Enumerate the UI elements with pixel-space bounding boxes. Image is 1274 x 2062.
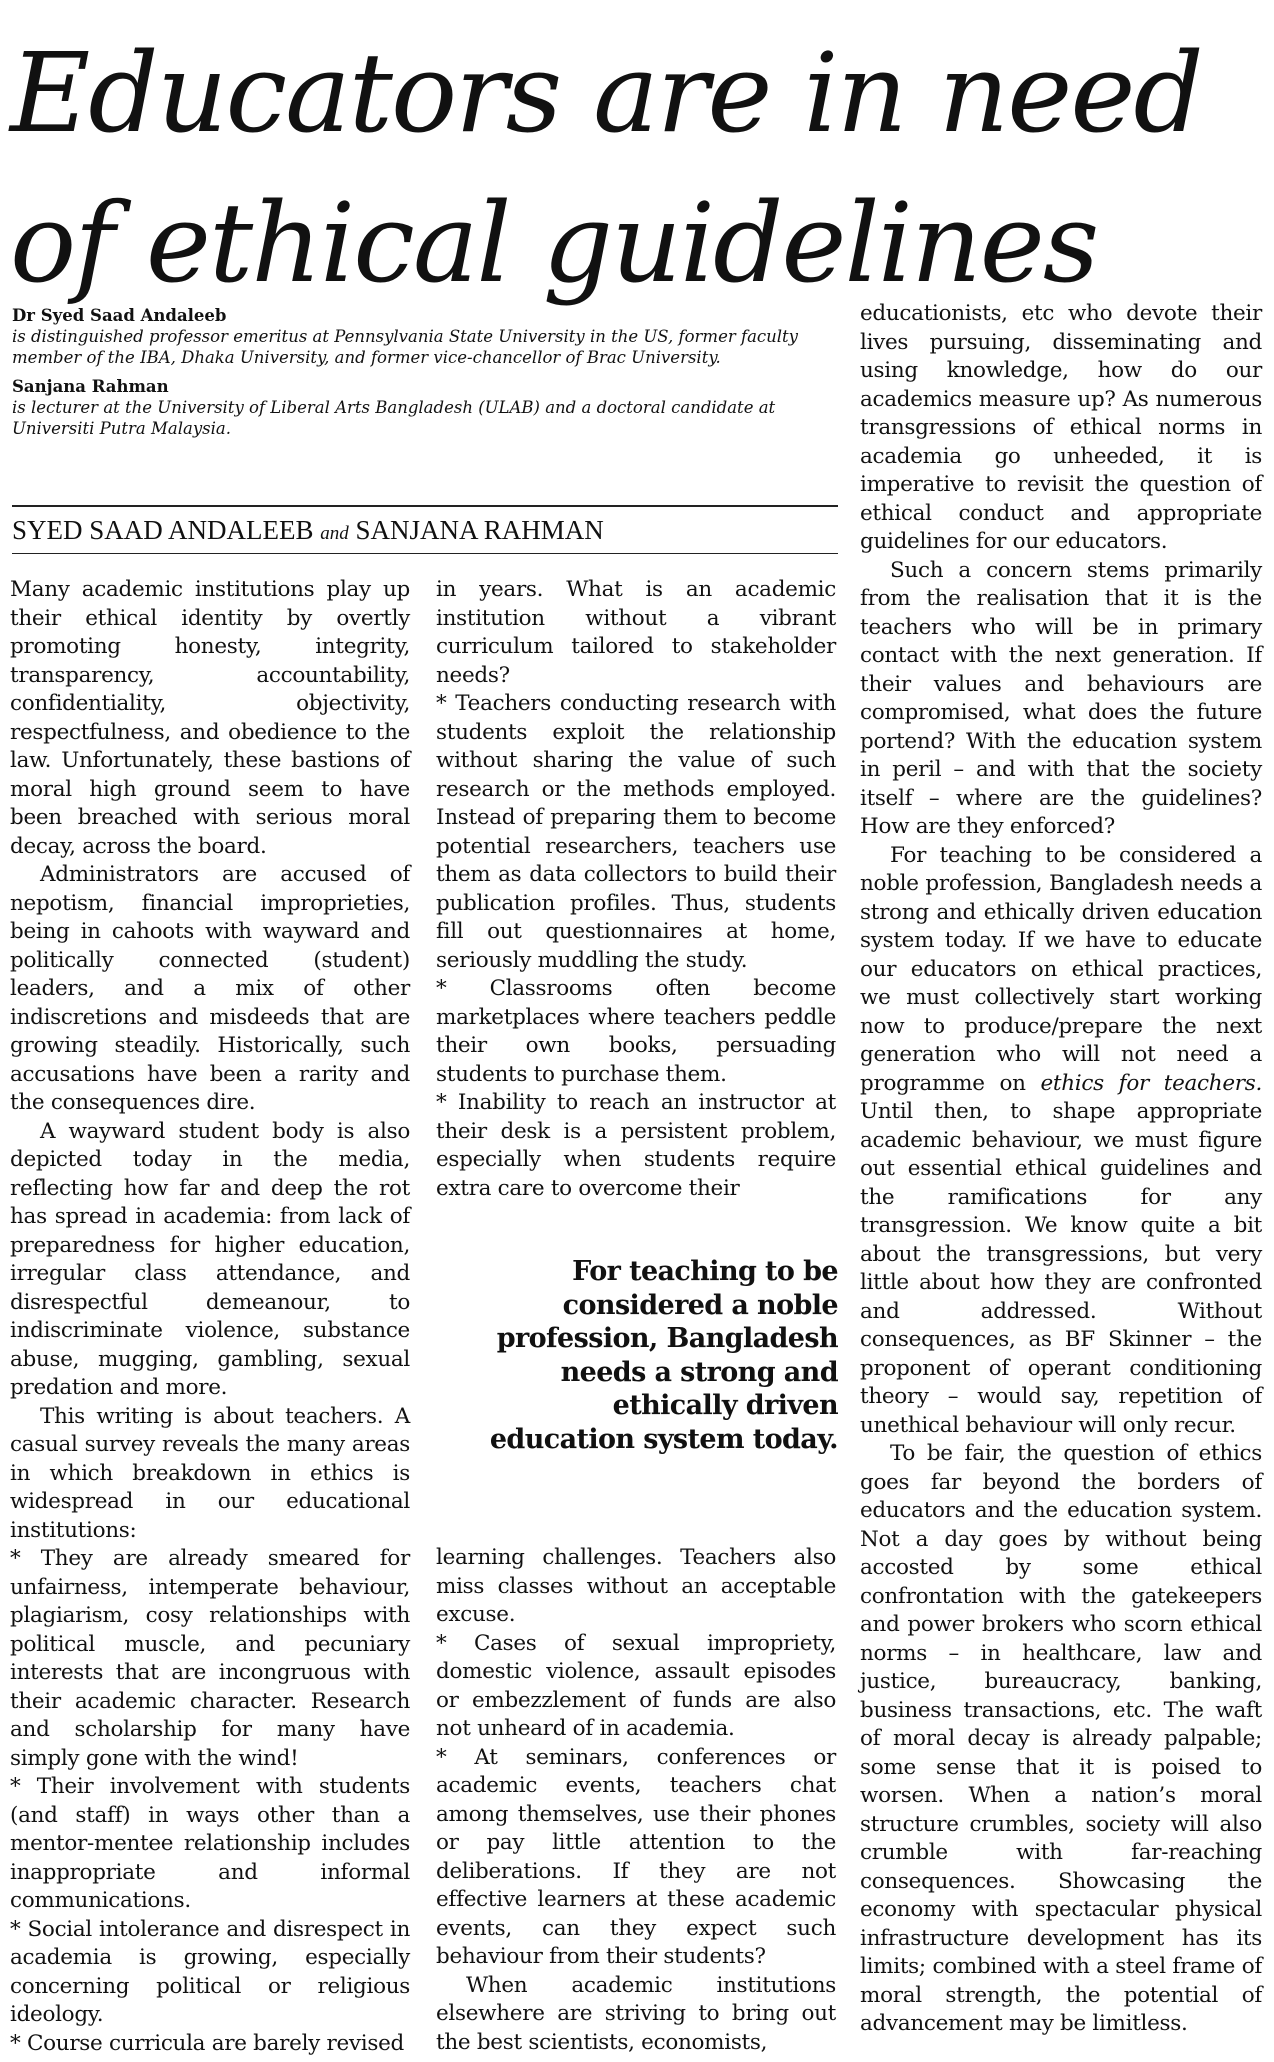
bullet-paragraph: * Course curricula are barely revised — [10, 2030, 404, 2056]
author-bios — [12, 305, 842, 447]
byline-rule-bottom — [12, 553, 838, 554]
bullet-paragraph: * Classrooms often become marketplaces where teachers peddle their own books, persuading students to purchase them. — [436, 976, 836, 1087]
byline — [12, 513, 838, 551]
paragraph: Administrators are accused of nepotism, financial improprieties, being in cahoots with wayward and politically connected (student) leaders, and a mix of other indiscretions and misdeeds that are growing steadily. Historically, such accusations have been a rarity and the consequences dire. — [10, 862, 410, 1115]
author-bio — [12, 376, 842, 439]
bullet-paragraph: * At seminars, conferences or academic events, teachers chat among themselves, use their phones or pay little attention to the deliberations. If they are not effective learners at these academic events, can they expect such behaviour from their students? — [436, 1744, 836, 1969]
article-column-1 — [10, 576, 410, 2058]
byline-author-1: SYED SAAD ANDALEEB — [12, 515, 314, 545]
byline-rule-top — [12, 505, 838, 507]
paragraph: educationists, etc who devote their lives pursuing, disseminating and using knowledge, how do our academics measure up? As numerous transgressions of ethical norms in academia go unheeded, it is imperative to revisit the question of ethical conduct and appropriate guidelines for our educators. — [860, 301, 1262, 554]
paragraph: Many academic institutions play up their ethical identity by overtly promoting honesty, integrity, transparency, accountability, confidentiality, objectivity, respectfulness, and obedience to the law. Unfortunately, these bastions of moral high ground seem to have been breached with serious moral decay, across the board. — [10, 577, 410, 859]
text-run: For teaching to be considered a noble profession, Bangladesh needs a strong and ethically driven education system today. If we have to educate our educators on ethical practices, we must collectively start working now to produce/prepare the next generation who will not need a programme on — [860, 842, 1262, 1096]
bullet-paragraph: * Cases of sexual impropriety, domestic violence, assault episodes or embezzlement of funds are also not unheard of in academia. — [436, 1630, 836, 1741]
author-bio — [12, 305, 842, 368]
paragraph: Such a concern stems primarily from the realisation that it is the teachers who will be in primary contact with the next generation. If their values and behaviours are compromised, what does the future portend? With the education system in peril – and with that the society itself – where are the guidelines? How are they enforced? — [860, 557, 1262, 839]
byline-author-2: SANJANA RAHMAN — [355, 515, 604, 545]
bullet-paragraph: * Inability to reach an instructor at their desk is a persistent problem, especially when students require extra care to overcome their — [436, 1090, 836, 1201]
paragraph: A wayward student body is also depicted today in the media, reflecting how far and deep the rot has spread in academia: from lack of preparedness for higher education, irregular class attendance, and disrespectful demeanour, to indiscriminate violence, substance abuse, mugging, gambling, sexual predation and more. — [10, 1118, 410, 1400]
paragraph — [860, 842, 1262, 1441]
article-column-2-bottom — [436, 1544, 836, 2057]
bullet-paragraph: * They are already smeared for unfairness, intemperate behaviour, plagiarism, cosy relationships with political muscle, and pecuniary interests that are incongruous with their academic character. Research and scholarship for many have simply gone with the wind! — [10, 1546, 410, 1771]
pull-quote: For teaching to be considered a noble profession, Bangladesh needs a strong and ethically driven education system today. — [489, 1256, 838, 1455]
bio-name: Dr Syed Saad Andaleeb — [12, 306, 227, 325]
emphasis-text: ethics for teachers. — [1040, 1070, 1263, 1096]
article-column-3 — [860, 300, 1262, 2039]
paragraph: learning challenges. Teachers also miss classes without an acceptable excuse. — [436, 1545, 836, 1627]
bullet-paragraph: * Social intolerance and disrespect in academia is growing, especially concerning political or religious ideology. — [10, 1916, 410, 2027]
byline-joiner: and — [320, 523, 349, 544]
bio-description: is lecturer at the University of Liberal Arts Bangladesh (ULAB) and a doctoral candidate at Universiti Putra Malaysia. — [12, 398, 776, 438]
article-column-2-top — [436, 576, 836, 1203]
bullet-paragraph: * Teachers conducting research with students exploit the relationship without sharing the value of such research or the methods employed. Instead of preparing them to become potential researchers, teachers use them as data collectors to build their publication profiles. Thus, students fill out questionnaires at home, seriously muddling the study. — [436, 691, 836, 973]
bio-name: Sanjana Rahman — [12, 377, 169, 396]
paragraph: To be fair, the question of ethics goes far beyond the borders of educators and the education system. Not a day goes by without being accosted by some ethical confrontation with the gatekeepers and power brokers who scorn ethical norms – in healthcare, law and justice, bureaucracy, banking, business transactions, etc. The waft of moral decay is already palpable; some sense that it is poised to worsen. When a nation’s moral structure crumbles, society will also crumble with far-reaching consequences. Showcasing the economy with spectacular physical infrastructure development has its limits; combined with a steel frame of moral strength, the potential of advancement may be limitless. — [860, 1441, 1262, 2036]
paragraph: This writing is about teachers. A casual survey reveals the many areas in which breakdown in ethics is widespread in our educational institutions: — [10, 1403, 410, 1543]
headline: Educators are in need of ethical guidelines — [10, 29, 1202, 307]
bio-description: is distinguished professor emeritus at Pennsylvania State University in the US, former faculty member of the IBA, Dhaka University, and former vice-chancellor of Brac University. — [12, 327, 799, 367]
paragraph: When academic institutions elsewhere are striving to bring out the best scientists, economists, — [436, 1972, 836, 2055]
bullet-paragraph: * Their involvement with students (and staff) in ways other than a mentor-mentee relationship includes inappropriate and informal communications. — [10, 1774, 410, 1913]
text-run: Until then, to shape appropriate academic behaviour, we must figure out essential ethical guidelines and the ramifications for any transgression. We know quite a bit about the transgressions, but very little about how they are confronted and addressed. Without consequences, as BF Skinner – the proponent of operant conditioning theory – would say, repetition of unethical behaviour will only recur. — [860, 1099, 1262, 1438]
paragraph: in years. What is an academic institution without a vibrant curriculum tailored to stakeholder needs? — [436, 577, 836, 688]
